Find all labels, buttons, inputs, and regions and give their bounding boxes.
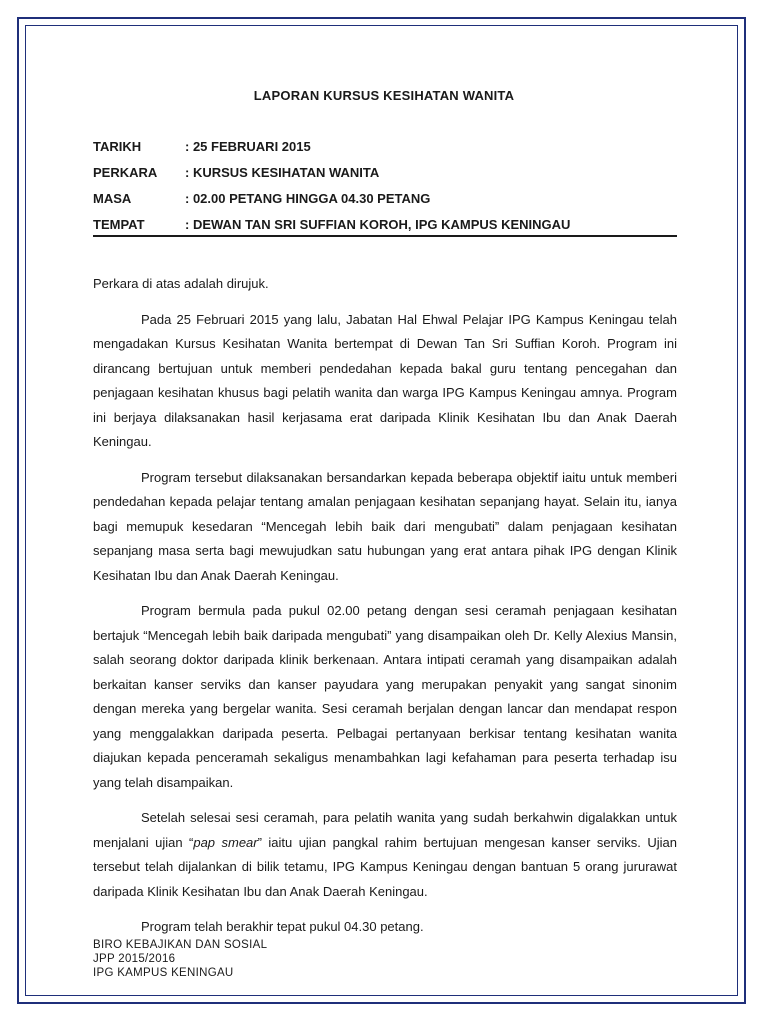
info-row-subject — [93, 166, 677, 192]
paragraph-intro: Pada 25 Februari 2015 yang lalu, Jabatan Hal Ehwal Pelajar IPG Kampus Keningau telah mengadakan Kursus Kesihatan Wanita bertempat di Dewan Tan Sri Suffian Koroh. Program ini dirancang bertujuan untuk memberi pendedahan kepada bakal guru tentang pencegahan dan penjagaan kesihatan khusus bagi pelatih wanita dan warga IPG Kampus Keningau amnya. Program ini berjaya dilaksanakan hasil kerjasama erat daripada Klinik Kesihatan Ibu dan Anak Daerah Keningau. — [93, 311, 677, 449]
footer-line: IPG KAMPUS KENINGAU — [93, 967, 234, 979]
report-title: LAPORAN KURSUS KESIHATAN WANITA — [253, 88, 515, 103]
paragraph-text: ” iaitu ujian pangkal rahim bertujuan mengesan kanser serviks. Ujian tersebut telah dijalankan di bilik tetamu, IPG Kampus Keningau dengan bantuan 5 orang jururawat daripada Klinik Kesihatan Ibu dan Anak Daerah Keningau. — [93, 834, 677, 899]
info-row-date — [93, 140, 677, 166]
info-value: : 02.00 PETANG HINGGA 04.30 PETANG — [185, 191, 431, 206]
paragraph-reference: Perkara di atas adalah dirujuk. — [93, 276, 269, 291]
paragraph-pap-smear — [93, 806, 677, 904]
info-value: : KURSUS KESIHATAN WANITA — [185, 165, 380, 180]
paragraph-objectives: Program tersebut dilaksanakan bersandarkan kepada beberapa objektif iaitu untuk memberi pendedahan kepada pelajar tentang amalan penjagaan kesihatan sepanjang hayat. Selain itu, ianya bagi memupuk kesedaran “Mencegah lebih baik dari mengubati” dalam penjagaan kesihatan sepanjang masa serta bagi mewujudkan satu hubungan yang erat antara pihak IPG dengan Klinik Kesihatan Ibu dan Anak Daerah Keningau. — [93, 469, 677, 583]
info-label: TARIKH — [93, 139, 142, 154]
footer-line: BIRO KEBAJIKAN DAN SOSIAL — [93, 939, 268, 951]
paragraph-text: Setelah selesai sesi ceramah, para pelatih wanita yang sudah berkahwin digalakkan untuk menjalani ujian “ — [93, 810, 677, 850]
emphasis-text: pap smear — [193, 834, 258, 850]
footer-line: JPP 2015/2016 — [93, 953, 176, 965]
info-row-time — [93, 192, 677, 218]
info-table — [93, 140, 677, 244]
signature-block — [93, 938, 267, 980]
info-label: MASA — [93, 191, 132, 206]
paragraph-closing: Program telah berakhir tepat pukul 04.30 petang. — [141, 919, 424, 934]
info-value: : 25 FEBRUARI 2015 — [185, 139, 311, 154]
info-value: : DEWAN TAN SRI SUFFIAN KOROH, IPG KAMPUS KENINGAU — [185, 217, 571, 232]
info-divider — [93, 235, 677, 237]
report-body — [93, 272, 677, 951]
info-label: PERKARA — [93, 165, 158, 180]
info-label: TEMPAT — [93, 217, 145, 232]
paragraph-lecture: Program bermula pada pukul 02.00 petang dengan sesi ceramah penjagaan kesihatan bertajuk “Mencegah lebih baik daripada mengubati” yang disampaikan oleh Dr. Kelly Alexius Mansin, salah seorang doktor daripada klinik berkenaan. Antara intipati ceramah yang disampaikan adalah berkaitan kanser serviks dan kanser payudara yang merupakan penyakit yang sangat sinonim dengan mereka yang bergelar wanita. Sesi ceramah berjalan dengan lancar dan mendapat respon yang menggalakkan daripada peserta. Pelbagai pertanyaan berkisar tentang kesihatan wanita diajukan kepada penceramah sekaligus menambahkan lagi kefahaman para peserta terhadap isu yang telah disampaikan. — [93, 603, 677, 790]
info-row-venue — [93, 218, 677, 244]
